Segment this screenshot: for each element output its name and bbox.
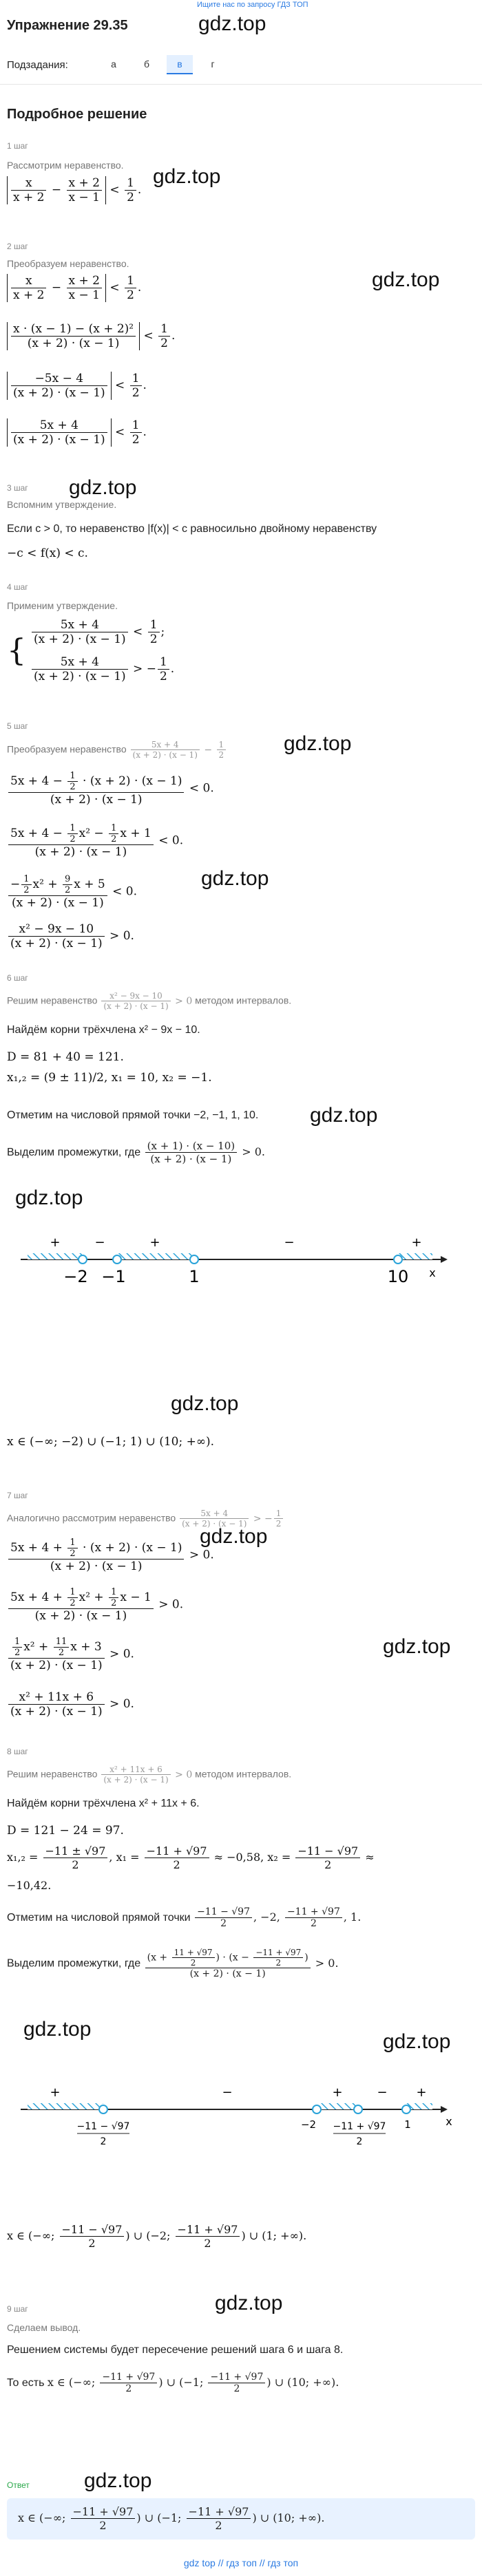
tab-g[interactable]: г bbox=[211, 58, 215, 70]
point-label: 2 bbox=[100, 2136, 107, 2147]
answer-label: Ответ bbox=[7, 2480, 30, 2490]
step-body-math: −c < f(x) < c. bbox=[7, 546, 88, 560]
tab-a[interactable]: а bbox=[111, 58, 116, 70]
point-label: 1 bbox=[404, 2118, 411, 2131]
step-subtitle: Выделим промежутки, где (x + $\frac{11 + √97}{2}$ ) · (x − $\frac{-11 + √97}{2}$ ) (x + 2) · (x − 1) > 0. bbox=[7, 1948, 339, 1979]
subsections-label: Подзадания: bbox=[7, 59, 68, 71]
number-line-2 bbox=[0, 2078, 482, 2154]
math-formula: $\frac{5x + 4}{(x + 2) \cdot (x - 1)}$ > − $\frac{1}{2}$ . bbox=[30, 655, 174, 683]
math-line: −10,42. bbox=[7, 1879, 52, 1892]
math-line: D = 81 + 40 = 121. bbox=[7, 1050, 124, 1064]
math-formula: $\frac{5x + 4}{(x + 2) \cdot (x - 1)}$ < $\frac{1}{2}$ ; bbox=[30, 618, 165, 646]
page-title: Упражнение 29.35 bbox=[7, 18, 128, 33]
interval-answer: x ∈ (−∞; $\frac{-11 - √97}{2}$ ) ∪ (−2; $\frac{-11 + √97}{2}$ ) ∪ (1; +∞). bbox=[7, 2223, 307, 2250]
step-subtitle: Отметим на числовой прямой точки $\frac{-11 - √97}{2}$ , −2, $\frac{-11 + √97}{2}$ , 1. bbox=[7, 1906, 362, 1929]
watermark: gdz.top bbox=[153, 165, 221, 188]
number-line-1 bbox=[0, 1228, 482, 1297]
watermark: gdz.top bbox=[201, 867, 269, 890]
math-formula: − $\frac{1}{2}$ x² + $\frac{9}{2}$ x + 5 (x + 2) · (x − 1) < 0. bbox=[7, 874, 137, 910]
step-number: 9 шаг bbox=[7, 2304, 28, 2314]
final-answer: x ∈ (−∞; $\frac{-11 + √97}{2}$ ) ∪ (−1; $\frac{-11 + √97}{2}$ ) ∪ (10; +∞). bbox=[18, 2505, 325, 2532]
point-label: 10 bbox=[387, 1267, 409, 1286]
watermark: gdz.top bbox=[372, 268, 440, 291]
sign-label: + bbox=[411, 1235, 422, 1250]
step-subtitle: Найдём корни трёхчлена x² − 9x − 10. bbox=[7, 1024, 200, 1036]
step-text: Решим неравенство $\frac{\text{x² + 11x + 6}}{(x + 2) \cdot (x - 1)}$ > 0 методом интервалов. bbox=[7, 1765, 292, 1785]
step-text: Рассмотрим неравенство. bbox=[7, 160, 124, 171]
sign-label: + bbox=[149, 1235, 160, 1250]
axis-label: x bbox=[446, 2115, 452, 2128]
top-link[interactable]: Ищите нас по запросу ГДЗ ТОП bbox=[197, 1, 308, 9]
math-formula: 5x + 4 + $\frac{1}{2}$ x² + $\frac{1}{2}$ x − 1 (x + 2) · (x − 1) > 0. bbox=[7, 1587, 183, 1623]
hatched-interval bbox=[117, 1253, 194, 1259]
step-subtitle: Найдём корни трёхчлена x² + 11x + 6. bbox=[7, 1798, 200, 1809]
step-number: 6 шаг bbox=[7, 973, 28, 983]
math-formula: $\frac{1}{2}$ x² + $\frac{11}{2}$ x + 3 (x + 2) · (x − 1) > 0. bbox=[7, 1637, 134, 1672]
point-marker bbox=[99, 2105, 107, 2114]
step-body: Если c > 0, то неравенство |f(x)| < c равносильно двойному неравенству bbox=[7, 523, 377, 535]
math-formula: $\frac{\text{x² + 11x + 6}}{(x + 2) \cdot (x - 1)}$ > 0. bbox=[7, 1690, 134, 1718]
math-formula: x₁,₂ = $\frac{-11 \pm √97}{2}$ , x₁ = $\frac{-11 + √97}{2}$ ≈ −0,58, x₂ = $\frac{-11 - √97}{2}$ ≈ bbox=[7, 1844, 375, 1871]
point-label: −11 − √97 bbox=[76, 2121, 130, 2132]
watermark: gdz.top bbox=[310, 1104, 378, 1127]
step-subtitle: Выделим промежутки, где $\frac{(x + 1) \cdot (x - 10)}{(x + 2) \cdot (x - 1)}$ > 0. bbox=[7, 1140, 265, 1165]
hatched-interval bbox=[317, 2103, 358, 2109]
math-formula: $\frac{x}{x + 2}$ − $\frac{x + 2}{x - 1}$ < $\frac{1}{2}$ . bbox=[7, 274, 141, 302]
watermark: gdz.top bbox=[284, 732, 352, 755]
step-text: Применим утверждение. bbox=[7, 600, 118, 611]
sign-label: − bbox=[94, 1235, 105, 1250]
axis-label: x bbox=[429, 1266, 436, 1279]
answer-box bbox=[7, 2498, 475, 2540]
divider bbox=[0, 84, 482, 85]
point-label: 2 bbox=[356, 2136, 363, 2147]
step-number: 3 шаг bbox=[7, 483, 28, 493]
math-formula: 5x + 4 + $\frac{1}{2}$ · (x + 2) · (x − 1) (x + 2) · (x − 1) > 0. bbox=[7, 1537, 214, 1573]
interval-answer: x ∈ (−∞; −2) ∪ (−1; 1) ∪ (10; +∞). bbox=[7, 1435, 215, 1449]
point-label: 1 bbox=[189, 1267, 200, 1286]
step-number: 2 шаг bbox=[7, 242, 28, 251]
step-text: Преобразуем неравенство. bbox=[7, 258, 129, 269]
math-formula: $\frac{\text{x · (x − 1) − (x + 2)²}}{(x + 2) \cdot (x - 1)}$ < $\frac{1}{2}$ . bbox=[7, 322, 175, 350]
step-text: Вспомним утверждение. bbox=[7, 499, 117, 510]
sign-label: − bbox=[222, 2085, 233, 2100]
math-formula: 5x + 4 − $\frac{1}{2}$ · (x + 2) · (x − 1) (x + 2) · (x − 1) < 0. bbox=[7, 771, 214, 807]
point-label: −11 + √97 bbox=[333, 2121, 386, 2132]
step-body: То есть x ∈ (−∞; $\frac{-11 + √97}{2}$ ) ∪ (−1; $\frac{-11 + √97}{2}$ ) ∪ (10; +∞). bbox=[7, 2372, 339, 2394]
step-text: Сделаем вывод. bbox=[7, 2322, 81, 2333]
watermark: gdz.top bbox=[15, 1186, 83, 1209]
watermark: gdz.top bbox=[383, 1635, 451, 1658]
point-label: −2 bbox=[300, 2118, 317, 2131]
point-marker bbox=[354, 2105, 362, 2114]
sign-label: + bbox=[332, 2085, 343, 2100]
step-text: Аналогично рассмотрим неравенство $\frac{5x + 4}{(x + 2) \cdot (x - 1)}$ > − $\frac{1}{2}$ bbox=[7, 1509, 284, 1529]
step-subtitle: Отметим на числовой прямой точки −2, −1, 1, 10. bbox=[7, 1109, 259, 1121]
hatched-interval bbox=[28, 2103, 103, 2109]
top-banner[interactable] bbox=[0, 0, 482, 11]
tab-b[interactable]: б bbox=[143, 58, 150, 70]
tab-v[interactable]: в bbox=[167, 55, 193, 74]
sign-label: + bbox=[50, 1235, 61, 1250]
step-text: Решим неравенство $\frac{\text{x² − 9x − 10}}{(x + 2) \cdot (x - 1)}$ > 0 методом интервалов. bbox=[7, 991, 292, 1011]
step-number: 5 шаг bbox=[7, 721, 28, 731]
watermark: gdz.top bbox=[200, 1525, 268, 1548]
sign-label: + bbox=[50, 2085, 61, 2100]
watermark: gdz.top bbox=[23, 2018, 92, 2041]
section-heading: Подробное решение bbox=[7, 107, 147, 122]
system-brace: { bbox=[7, 633, 26, 668]
sign-label: − bbox=[377, 2085, 388, 2100]
step-body: Решением системы будет пересечение решений шага 6 и шага 8. bbox=[7, 2344, 344, 2356]
point-label: −2 bbox=[63, 1267, 88, 1286]
footer-links[interactable]: gdz top // гдз топ // гдз топ bbox=[183, 2557, 299, 2568]
watermark: gdz.top bbox=[198, 12, 266, 35]
point-marker bbox=[78, 1255, 87, 1264]
point-marker bbox=[394, 1255, 402, 1264]
math-line: x₁,₂ = (9 ± 11)/2, x₁ = 10, x₂ = −1. bbox=[7, 1071, 212, 1085]
sign-label: + bbox=[416, 2085, 427, 2100]
point-marker bbox=[313, 2105, 321, 2114]
math-formula: 5x + 4 − $\frac{1}{2}$ x² − $\frac{1}{2}$ x + 1 (x + 2) · (x − 1) < 0. bbox=[7, 823, 183, 859]
math-formula: $\frac{5x + 4}{(x + 2) \cdot (x - 1)}$ < $\frac{1}{2}$ . bbox=[7, 418, 147, 447]
point-marker bbox=[402, 2105, 410, 2114]
watermark: gdz.top bbox=[215, 2292, 283, 2314]
math-formula: $\frac{-5x - 4}{(x + 2) \cdot (x - 1)}$ < $\frac{1}{2}$ . bbox=[7, 372, 147, 400]
math-line: D = 121 − 24 = 97. bbox=[7, 1824, 124, 1838]
step-number: 7 шаг bbox=[7, 1491, 28, 1500]
point-marker bbox=[190, 1255, 198, 1264]
watermark: gdz.top bbox=[171, 1392, 239, 1415]
watermark: gdz.top bbox=[84, 2469, 152, 2492]
watermark: gdz.top bbox=[383, 2030, 451, 2053]
hatched-interval bbox=[398, 1253, 432, 1259]
sign-label: − bbox=[284, 1235, 295, 1250]
point-marker bbox=[113, 1255, 121, 1264]
step-text: Преобразуем неравенство $\frac{5x + 4}{(x + 2) \cdot (x - 1)}$ − $\frac{1}{2}$ bbox=[7, 740, 227, 760]
watermark: gdz.top bbox=[69, 476, 137, 499]
step-number: 4 шаг bbox=[7, 582, 28, 592]
step-number: 8 шаг bbox=[7, 1747, 28, 1756]
math-formula: $\frac{x}{x + 2}$ − $\frac{x + 2}{x - 1}$ < $\frac{1}{2}$ . bbox=[7, 176, 141, 204]
math-formula: $\frac{\text{x² − 9x − 10}}{(x + 2) \cdot (x - 1)}$ > 0. bbox=[7, 922, 134, 950]
step-number: 1 шаг bbox=[7, 141, 28, 151]
subsection-tabs bbox=[7, 55, 475, 76]
point-label: −1 bbox=[101, 1267, 126, 1286]
hatched-interval bbox=[28, 1253, 83, 1259]
